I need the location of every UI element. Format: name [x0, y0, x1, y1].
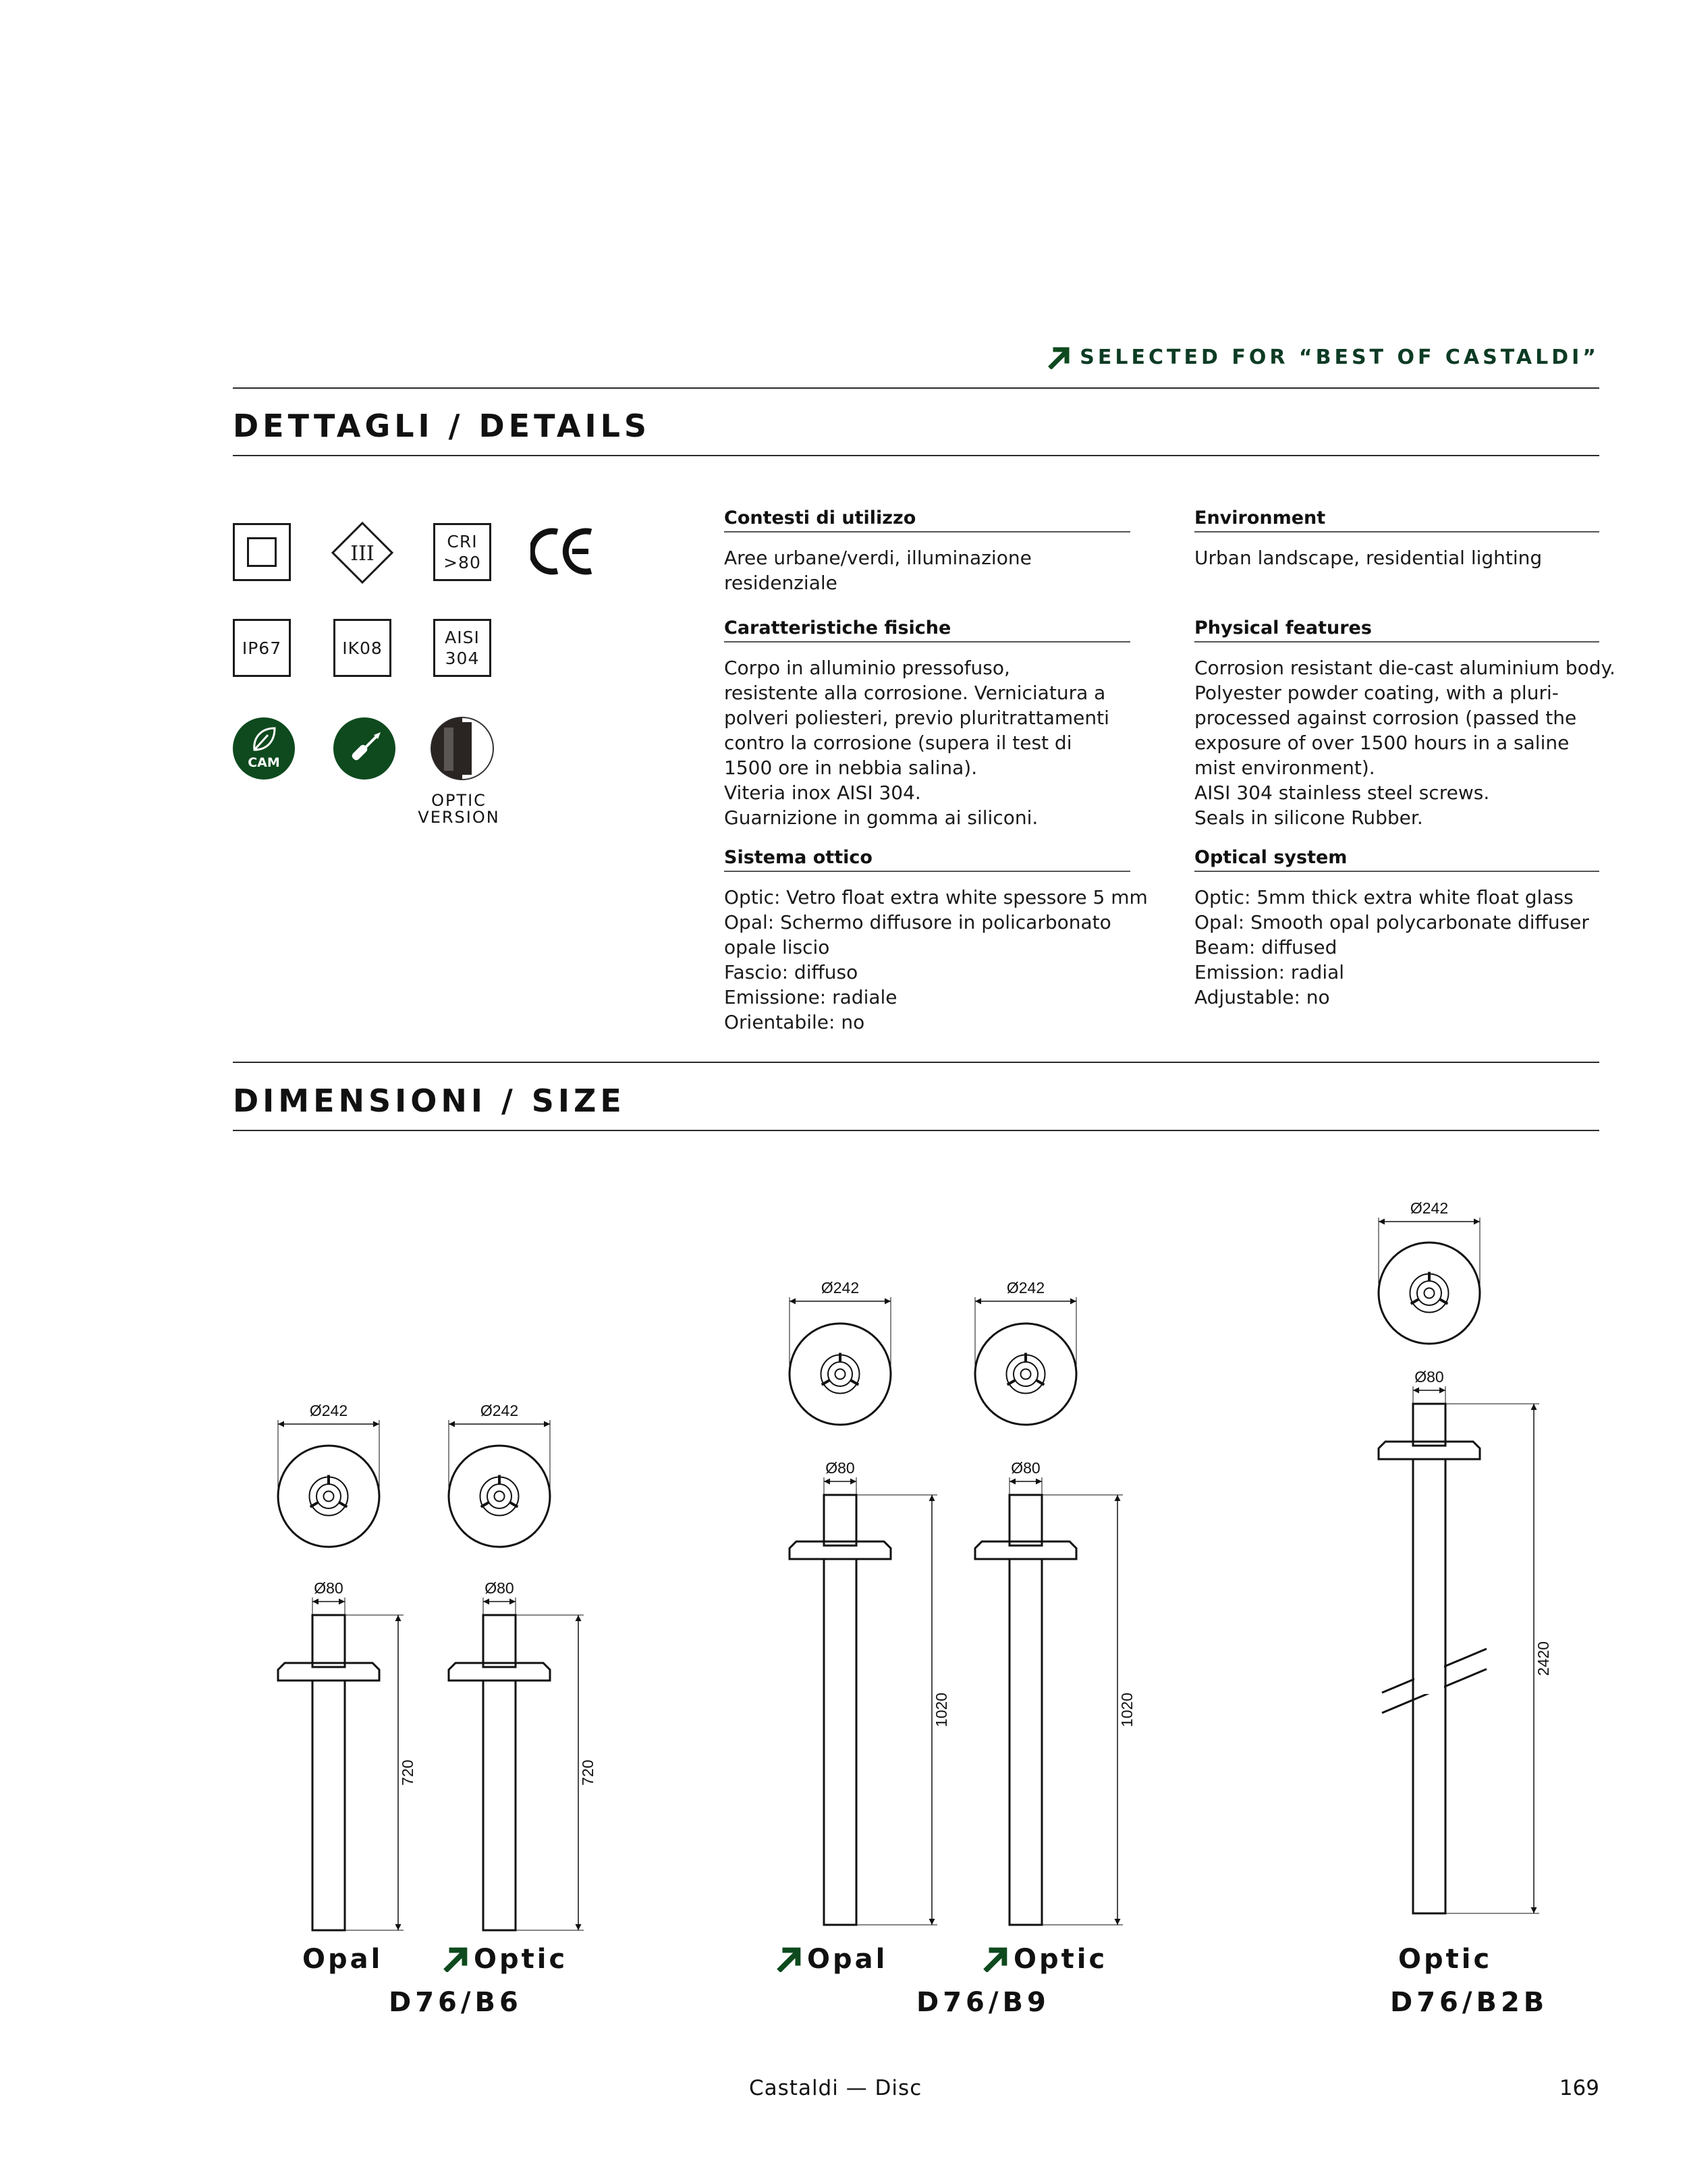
best-of-label: SELECTED FOR “BEST OF CASTALDI”: [1080, 346, 1599, 369]
head-diameter-label: Ø242: [480, 1402, 519, 1419]
details-title: DETTAGLI / DETAILS: [233, 408, 651, 444]
head-center: [324, 1492, 334, 1502]
aisi-label: AISI 304: [445, 628, 480, 668]
head-diameter-label: Ø242: [1410, 1199, 1449, 1217]
b2b-code: D76/B2B: [1390, 1987, 1549, 2018]
disc-head: [975, 1541, 1076, 1559]
head-center: [835, 1369, 846, 1380]
svg-text:III: III: [350, 542, 375, 566]
height-label: 2420: [1534, 1641, 1552, 1676]
arrow-up-right-icon: [776, 1946, 802, 1972]
height-label: 720: [399, 1759, 416, 1786]
cam-label: CAM: [248, 755, 280, 770]
it-heading-optical: Sistema ottico: [724, 847, 873, 868]
b9-optic-label: Optic: [983, 1944, 1107, 1975]
disc-head: [790, 1541, 891, 1559]
head-core: [487, 1484, 511, 1508]
it-text-optical: Optic: Vetro float extra white spessore 5 mm Opal: Schermo diffusore in policarbonato opale liscio Fascio: diffuso Emissione: radiale Orientabile: no: [724, 886, 1148, 1033]
height-label: 1020: [933, 1692, 950, 1728]
b9-opal-label: Opal: [776, 1944, 887, 1975]
pole-cap: [312, 1615, 345, 1667]
pole-diameter-label: Ø80: [314, 1579, 343, 1597]
arrow-up-right-icon: [443, 1946, 468, 1972]
en-heading-physical: Physical features: [1194, 618, 1372, 638]
head-core: [1014, 1362, 1038, 1386]
b9-code: D76/B9: [916, 1987, 1050, 2018]
optic-version-label: OPTIC VERSION: [418, 791, 500, 827]
head-center: [495, 1492, 505, 1502]
pole-cap: [1010, 1495, 1042, 1546]
en-heading-optical: Optical system: [1194, 847, 1348, 868]
it-heading-context: Contesti di utilizzo: [724, 508, 916, 528]
pole-cap: [483, 1615, 516, 1667]
it-text-physical: Corpo in alluminio pressofuso, resistente alla corrosione. Verniciatura a polveri poliesteri, previo pluritrattamenti contro la corrosione (supera il test di 1500 ore in nebbia salina). Viteria inox AISI 304. Guarnizione in gomma ai siliconi.: [724, 657, 1109, 829]
head-diameter-label: Ø242: [309, 1402, 348, 1419]
head-top-view: [790, 1323, 891, 1425]
arrow-up-right-icon: [983, 1946, 1008, 1972]
head-top-view: [449, 1446, 550, 1547]
break-gap: [1414, 1663, 1444, 1694]
page-number: 169: [1559, 2076, 1599, 2100]
b6-code: D76/B6: [389, 1987, 522, 2018]
ik-label: IK08: [342, 638, 383, 658]
head-diameter-label: Ø242: [821, 1279, 860, 1296]
it-text-context: Aree urbane/verdi, illuminazione residenziale: [724, 547, 1032, 594]
height-label: 1020: [1118, 1692, 1136, 1728]
head-core: [828, 1362, 852, 1386]
height-label: 720: [579, 1759, 597, 1786]
footer-title: Castaldi — Disc: [749, 2076, 922, 2100]
pole-diameter-label: Ø80: [485, 1579, 514, 1597]
en-text-environment: Urban landscape, residential lighting: [1194, 547, 1543, 569]
disc-head: [449, 1663, 550, 1681]
head-top-view: [1379, 1243, 1480, 1344]
head-top-view: [975, 1323, 1076, 1425]
b6-opal-label: Opal: [302, 1944, 383, 1975]
en-text-physical: Corrosion resistant die-cast aluminium body. Polyester powder coating, with a pluri- processed against corrosion (passed the exposure of over 1500 hours in a saline mist environment). AISI 304 stainless steel screws. Seals in silicone Rubber.: [1194, 657, 1615, 829]
head-top-view: [278, 1446, 379, 1547]
disc-head: [278, 1663, 379, 1681]
head-diameter-label: Ø242: [1006, 1279, 1045, 1296]
pole-body: [824, 1559, 856, 1925]
en-heading-environment: Environment: [1194, 508, 1326, 528]
pole-diameter-label: Ø80: [825, 1459, 855, 1477]
pole-body: [483, 1681, 516, 1930]
ip-label: IP67: [242, 638, 282, 658]
pole-diameter-label: Ø80: [1414, 1368, 1444, 1386]
it-heading-physical: Caratteristiche fisiche: [724, 618, 951, 638]
head-center: [1021, 1369, 1031, 1380]
pole-diameter-label: Ø80: [1011, 1459, 1041, 1477]
b2b-optic-label: Optic: [1398, 1944, 1493, 1975]
head-center: [1425, 1288, 1435, 1299]
en-text-optical: Optic: 5mm thick extra white float glass Opal: Smooth opal polycarbonate diffuser Beam: diffused Emission: radial Adjustable: no: [1194, 886, 1589, 1008]
pole-cap: [1413, 1404, 1445, 1446]
pole-cap: [824, 1495, 856, 1546]
head-core: [316, 1484, 341, 1508]
pole-body: [1010, 1559, 1042, 1925]
disc-head: [1379, 1442, 1480, 1459]
pole-body: [312, 1681, 345, 1930]
size-title: DIMENSIONI / SIZE: [233, 1083, 626, 1119]
b6-optic-label: Optic: [443, 1944, 568, 1975]
head-core: [1417, 1281, 1441, 1305]
cri-label: CRI >80: [443, 532, 481, 572]
